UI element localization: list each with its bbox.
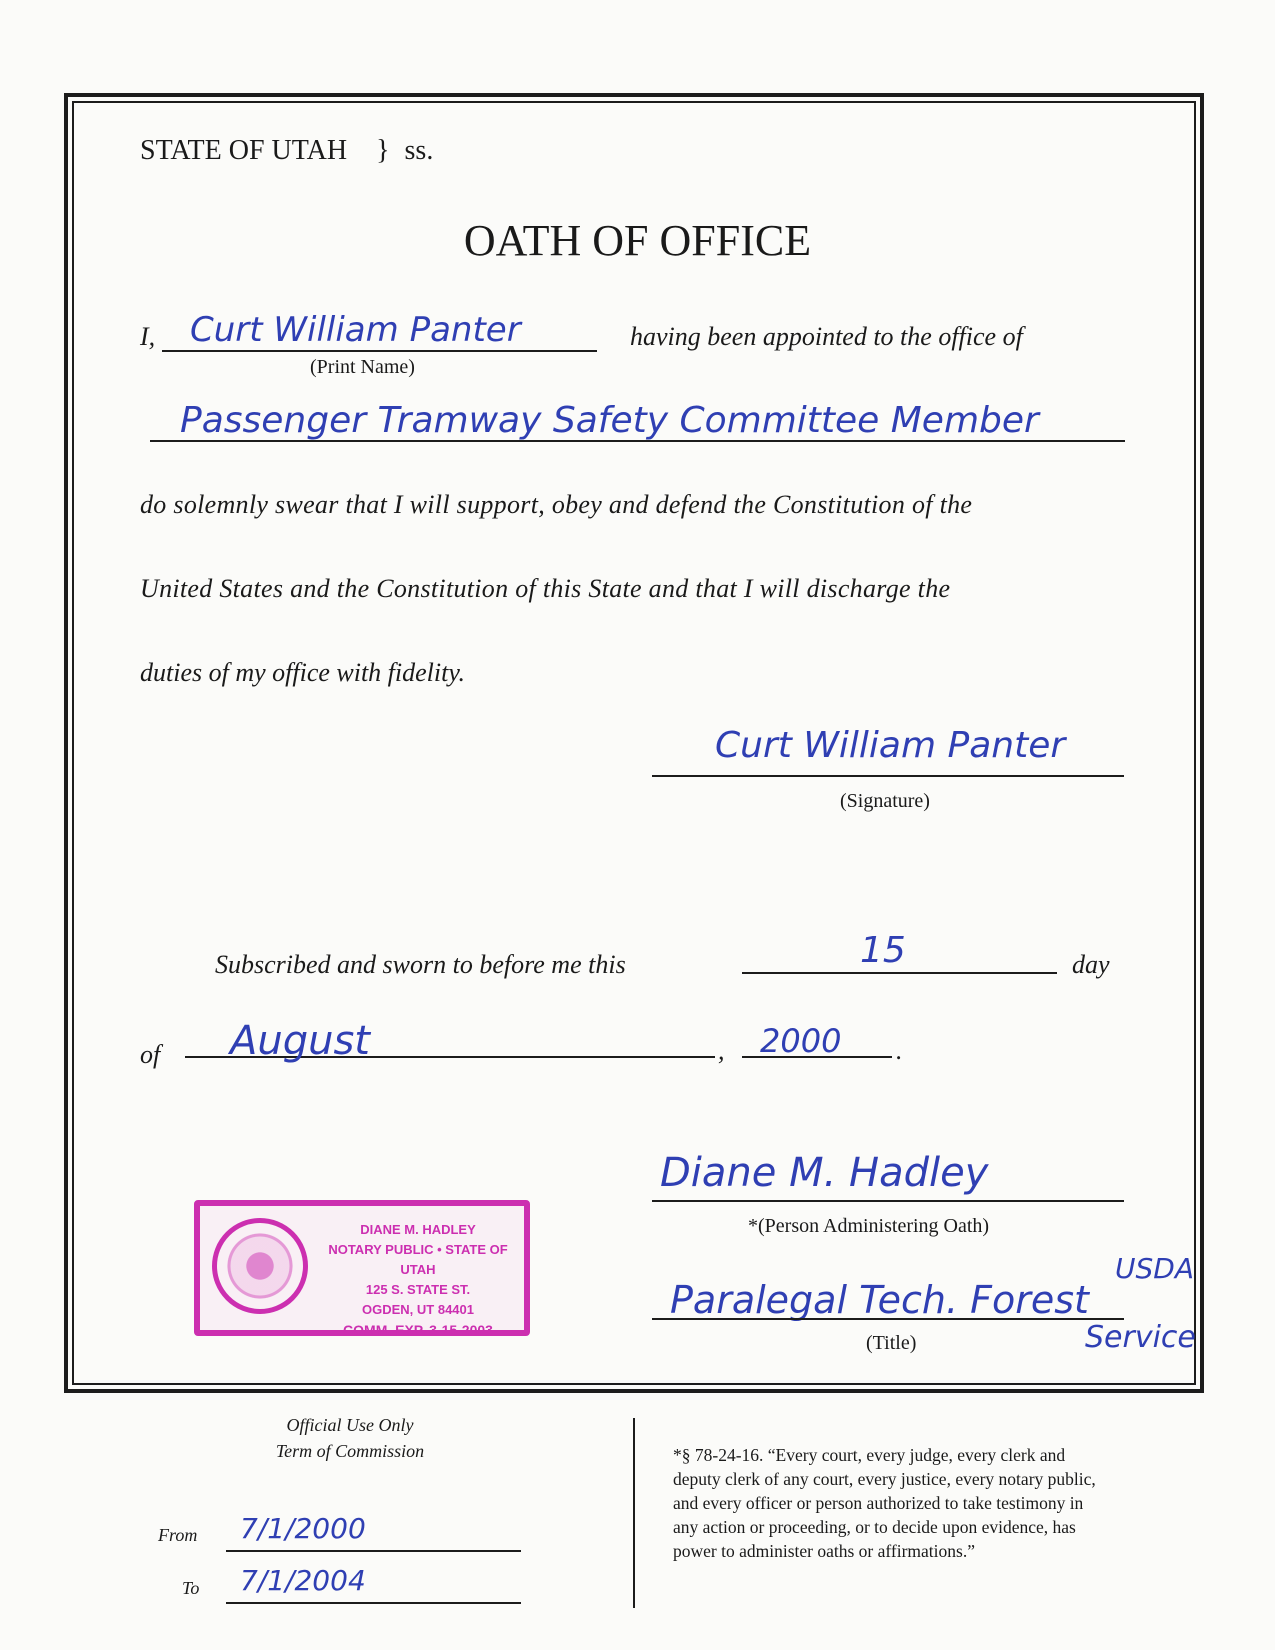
notary-seal-icon bbox=[212, 1218, 308, 1314]
official-use-heading bbox=[230, 1412, 470, 1464]
oath-line-3: duties of my office with fidelity. bbox=[140, 658, 465, 687]
venue-line bbox=[140, 135, 433, 167]
subscribed-text: Subscribed and sworn to before me this bbox=[215, 950, 626, 979]
footer-divider bbox=[633, 1418, 635, 1608]
appointed-text: having been appointed to the office of bbox=[630, 322, 1023, 351]
footnote-line-2: deputy clerk of any court, every justice, every notary public, bbox=[673, 1469, 1096, 1489]
print-name-value[interactable]: Curt William Panter bbox=[190, 310, 521, 350]
oath-line-1: do solemnly swear that I will support, obey and defend the Constitution of the bbox=[140, 490, 973, 519]
stamp-line-5: COMM. EXP. 3-15-2003 bbox=[343, 1322, 493, 1338]
footnote-line-5: power to administer oaths or affirmations.” bbox=[673, 1541, 975, 1561]
administrator-line bbox=[652, 1200, 1124, 1202]
stamp-line-2: NOTARY PUBLIC • STATE OF UTAH bbox=[328, 1242, 508, 1277]
from-value[interactable]: 7/1/2000 bbox=[240, 1512, 366, 1545]
print-name-line bbox=[162, 350, 597, 352]
signature-line bbox=[652, 775, 1124, 777]
office-value[interactable]: Passenger Tramway Safety Committee Member bbox=[180, 400, 1039, 441]
period: . bbox=[896, 1036, 903, 1065]
stamp-line-1: DIANE M. HADLEY bbox=[360, 1222, 476, 1237]
of-word: of bbox=[140, 1040, 161, 1069]
day-value[interactable]: 15 bbox=[860, 930, 906, 971]
year-value[interactable]: 2000 bbox=[760, 1022, 842, 1060]
comma: , bbox=[718, 1036, 725, 1065]
title-label: (Title) bbox=[866, 1332, 917, 1354]
stamp-text bbox=[320, 1220, 516, 1340]
venue-bracket: } bbox=[376, 135, 390, 166]
to-label: To bbox=[182, 1578, 200, 1598]
footnote bbox=[673, 1443, 1096, 1563]
venue-ss: ss. bbox=[404, 135, 434, 166]
oath-line-2: United States and the Constitution of this State and that I will discharge the bbox=[140, 574, 951, 603]
footnote-line-4: any action or proceeding, or to decide upon evidence, has bbox=[673, 1517, 1076, 1537]
signature-value[interactable]: Curt William Panter bbox=[715, 725, 1066, 766]
official-use-heading-1: Official Use Only bbox=[286, 1415, 414, 1435]
to-line bbox=[226, 1602, 521, 1604]
print-name-label: (Print Name) bbox=[310, 356, 415, 378]
administrator-value[interactable]: Diane M. Hadley bbox=[660, 1150, 989, 1196]
to-value[interactable]: 7/1/2004 bbox=[240, 1564, 366, 1597]
notary-stamp bbox=[194, 1200, 530, 1336]
stamp-line-4: OGDEN, UT 84401 bbox=[362, 1302, 474, 1317]
title-line bbox=[652, 1318, 1124, 1320]
from-line bbox=[226, 1550, 521, 1552]
day-word: day bbox=[1072, 950, 1110, 979]
signature-label: (Signature) bbox=[840, 790, 930, 812]
from-label: From bbox=[158, 1525, 198, 1545]
page-title: OATH OF OFFICE bbox=[463, 216, 812, 265]
title-note-2: Service bbox=[1085, 1320, 1196, 1355]
stamp-line-3: 125 S. STATE ST. bbox=[365, 1282, 471, 1297]
venue-state: STATE OF UTAH bbox=[140, 135, 348, 166]
title-value[interactable]: Paralegal Tech. Forest bbox=[670, 1278, 1089, 1322]
footnote-line-1: *§ 78-24-16. “Every court, every judge, every clerk and bbox=[673, 1445, 1066, 1465]
official-use-heading-2: Term of Commission bbox=[275, 1441, 425, 1461]
administrator-label: *(Person Administering Oath) bbox=[748, 1215, 990, 1237]
day-line bbox=[742, 972, 1057, 974]
footnote-line-3: and every officer or person authorized to take testimony in bbox=[673, 1493, 1084, 1513]
month-value[interactable]: August bbox=[230, 1018, 370, 1064]
i-prefix: I, bbox=[140, 322, 156, 351]
title-note-1: USDA bbox=[1115, 1252, 1194, 1285]
